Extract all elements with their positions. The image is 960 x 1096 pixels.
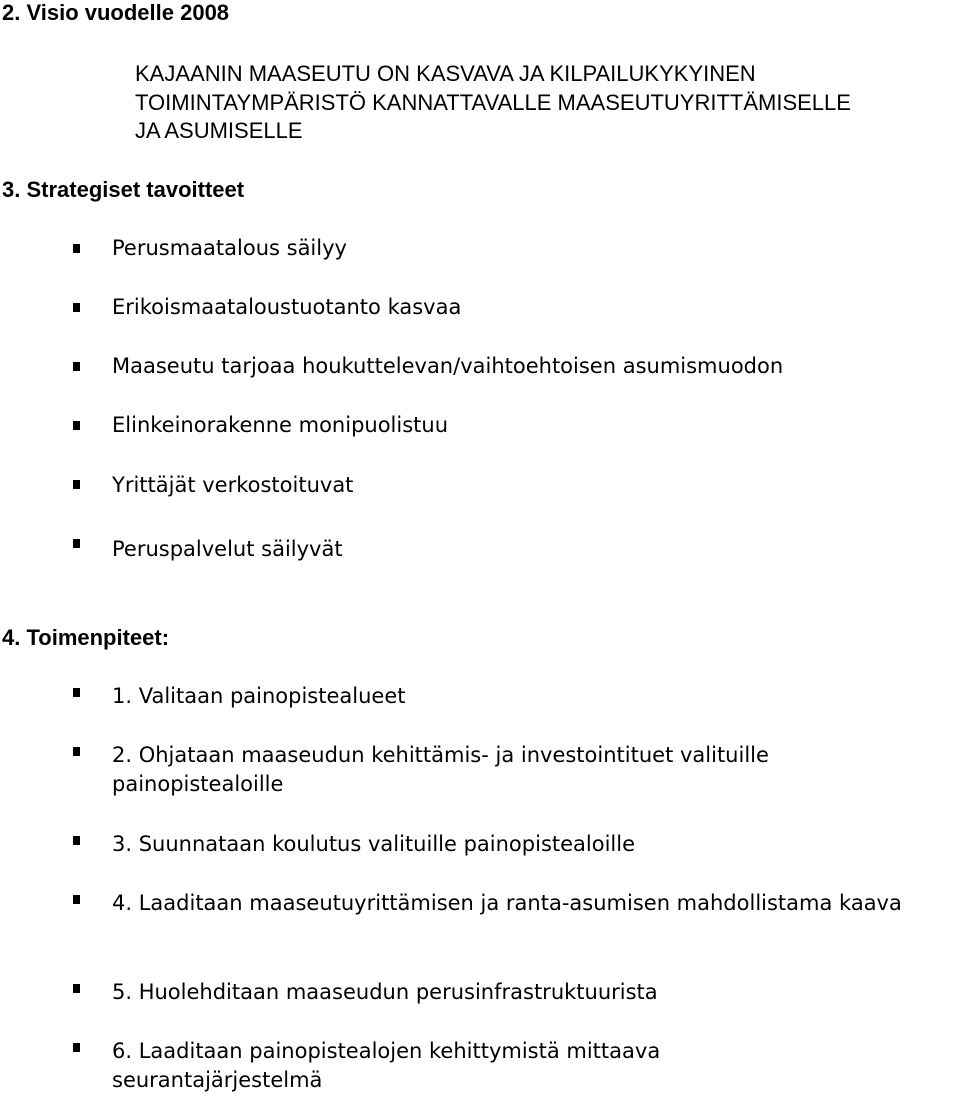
bullet-icon <box>73 480 80 489</box>
goal-item: Peruspalvelut säilyvät <box>112 537 343 561</box>
bullet-icon <box>73 303 80 312</box>
goal-item: Elinkeinorakenne monipuolistuu <box>112 413 449 437</box>
bullet-icon <box>73 895 80 904</box>
action-item: 6. Laaditaan painopistealojen kehittymistä mittaava seurantajärjestelmä <box>112 1039 661 1092</box>
vision-line: KAJAANIN MAASEUTU ON KASVAVA JA KILPAILUKYKYINEN <box>135 61 756 86</box>
goal-item: Erikoismaataloustuotanto kasvaa <box>112 295 462 319</box>
goal-item: Maaseutu tarjoaa houkuttelevan/vaihtoehtoisen asumismuodon <box>112 354 784 378</box>
bullet-icon <box>73 539 80 548</box>
vision-line: TOIMINTAYMPÄRISTÖ KANNATTAVALLE MAASEUTUYRITTÄMISELLE <box>135 89 851 115</box>
action-item: 5. Huolehditaan maaseudun perusinfrastruktuurista <box>112 980 658 1004</box>
goal-item: Perusmaatalous säilyy <box>112 236 347 260</box>
action-item: 4. Laaditaan maaseutuyrittämisen ja ranta-asumisen mahdollistama kaava <box>112 891 902 915</box>
action-item: 1. Valitaan painopistealueet <box>112 684 406 708</box>
bullet-icon <box>73 362 80 371</box>
section-3-heading: 3. Strategiset tavoitteet <box>2 177 245 202</box>
bullet-icon <box>73 747 80 756</box>
vision-line: JA ASUMISELLE <box>135 118 303 143</box>
bullet-icon <box>73 984 80 993</box>
action-item: 3. Suunnataan koulutus valituille painopistealoille <box>112 832 636 856</box>
bullet-icon <box>73 1043 80 1052</box>
action-item: 2. Ohjataan maaseudun kehittämis- ja investointituet valituille painopistealoille <box>112 743 769 796</box>
bullet-icon <box>73 244 80 253</box>
bullet-icon <box>73 688 80 697</box>
section-2-heading: 2. Visio vuodelle 2008 <box>2 0 230 25</box>
bullet-icon <box>73 836 80 845</box>
goal-item: Yrittäjät verkostoituvat <box>112 473 354 497</box>
section-4-heading: 4. Toimenpiteet: <box>2 625 170 650</box>
bullet-icon <box>73 421 80 430</box>
vision-statement <box>135 60 851 146</box>
